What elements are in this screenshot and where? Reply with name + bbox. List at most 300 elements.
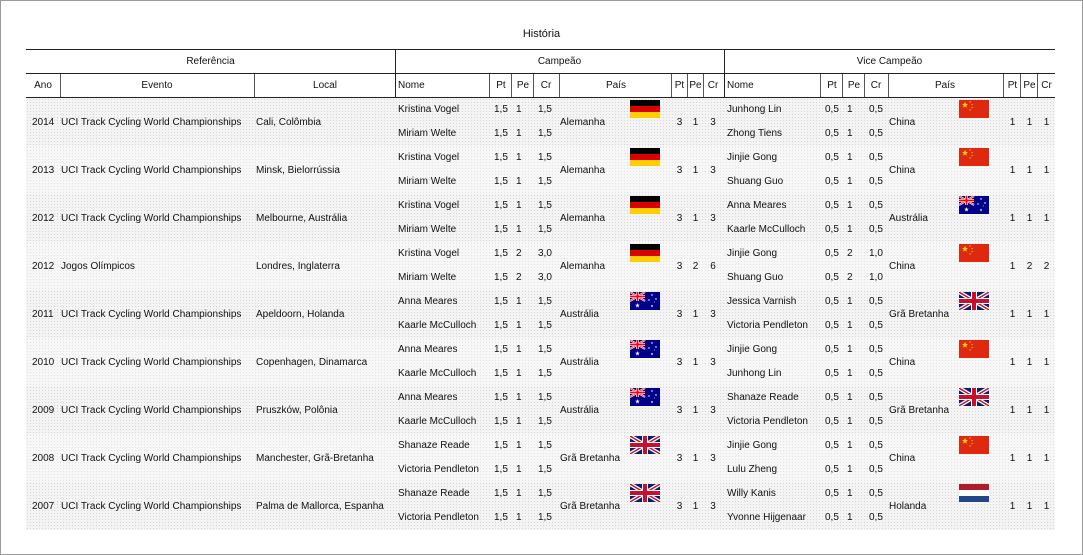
vice-rider-cr: 0,5 bbox=[869, 368, 883, 379]
champion-rider-pe: 1 bbox=[516, 344, 522, 355]
column-header-evento: Evento bbox=[141, 80, 173, 91]
vice-rider-pt: 0,5 bbox=[825, 512, 839, 523]
germany-flag-icon bbox=[630, 148, 660, 166]
vice-rider-name: Jessica Varnish bbox=[727, 296, 797, 307]
vice-total-cr: 1 bbox=[1043, 357, 1050, 368]
champion-rider-cr: 1,5 bbox=[538, 488, 552, 499]
champion-rider-cr: 1,5 bbox=[538, 176, 552, 187]
champion-rider-pe: 1 bbox=[516, 392, 522, 403]
champion-total-cr: 3 bbox=[710, 453, 716, 464]
champion-total-pe: 1 bbox=[692, 309, 699, 320]
header-column-separator bbox=[489, 74, 490, 97]
vice-rider-cr: 1,0 bbox=[869, 272, 883, 283]
vice-total-pt: 1 bbox=[1009, 117, 1016, 128]
cell-ano: 2012 bbox=[32, 213, 55, 224]
column-header-ano: Ano bbox=[34, 80, 52, 91]
uk-flag-icon bbox=[959, 292, 989, 310]
vice-rider-pe: 1 bbox=[847, 320, 853, 331]
champion-rider-cr: 1,5 bbox=[538, 104, 552, 115]
champion-country-name: Austrália bbox=[560, 405, 599, 416]
china-flag-icon bbox=[959, 100, 989, 118]
champion-rider-name: Victoria Pendleton bbox=[398, 464, 479, 475]
champion-rider-cr: 1,5 bbox=[538, 392, 552, 403]
vice-country-name: Austrália bbox=[889, 213, 928, 224]
vice-country-name: China bbox=[889, 453, 916, 464]
column-header-c-pais: País bbox=[605, 80, 626, 91]
column-header-v-tcr: Cr bbox=[1041, 80, 1052, 91]
cell-evento: UCI Track Cycling World Championships bbox=[61, 117, 242, 128]
vice-total-pe: 2 bbox=[1026, 261, 1033, 272]
champion-rider-cr: 1,5 bbox=[538, 416, 552, 427]
champion-rider-pe: 1 bbox=[516, 416, 522, 427]
champion-rider-cr: 1,5 bbox=[538, 152, 552, 163]
vice-total-pt: 1 bbox=[1009, 357, 1016, 368]
vice-rider-cr: 0,5 bbox=[869, 200, 883, 211]
champion-rider-pt: 1,5 bbox=[494, 512, 508, 523]
champion-rider-pe: 1 bbox=[516, 200, 522, 211]
vice-rider-name: Victoria Pendleton bbox=[727, 320, 808, 331]
australia-flag-icon bbox=[959, 196, 989, 214]
vice-rider-pe: 1 bbox=[847, 368, 853, 379]
column-header-local: Local bbox=[313, 80, 337, 91]
vice-rider-pt: 0,5 bbox=[825, 464, 839, 475]
vice-total-pt: 1 bbox=[1009, 261, 1016, 272]
vice-rider-pt: 0,5 bbox=[825, 416, 839, 427]
champion-rider-pe: 1 bbox=[516, 224, 522, 235]
vice-total-pt: 1 bbox=[1009, 453, 1016, 464]
column-header-v-pt: Pt bbox=[827, 80, 837, 91]
champion-rider-pt: 1,5 bbox=[494, 128, 508, 139]
champion-rider-name: Kristina Vogel bbox=[398, 248, 460, 259]
column-header-c-pe: Pe bbox=[516, 80, 530, 91]
cell-ano: 2012 bbox=[32, 261, 55, 272]
column-header-v-tpe: Pe bbox=[1023, 80, 1036, 91]
champion-rider-cr: 1,5 bbox=[538, 344, 552, 355]
vice-rider-cr: 0,5 bbox=[869, 464, 883, 475]
champion-rider-pt: 1,5 bbox=[494, 320, 508, 331]
champion-rider-pe: 1 bbox=[516, 128, 522, 139]
australia-flag-icon bbox=[630, 340, 660, 358]
champion-rider-name: Miriam Welte bbox=[398, 128, 457, 139]
vice-total-pt: 1 bbox=[1009, 309, 1016, 320]
germany-flag-icon bbox=[630, 196, 660, 214]
champion-total-pt: 3 bbox=[676, 357, 683, 368]
germany-flag-icon bbox=[630, 100, 660, 118]
china-flag-icon bbox=[959, 148, 989, 166]
cell-local: Apeldoorn, Holanda bbox=[256, 309, 345, 320]
vice-rider-name: Willy Kanis bbox=[727, 488, 776, 499]
vice-rider-name: Shuang Guo bbox=[727, 272, 784, 283]
champion-rider-pt: 1,5 bbox=[494, 344, 508, 355]
champion-rider-name: Kaarle McCulloch bbox=[398, 416, 477, 427]
cell-ano: 2007 bbox=[32, 501, 55, 512]
champion-rider-cr: 1,5 bbox=[538, 224, 552, 235]
column-header-v-pe: Pe bbox=[847, 80, 861, 91]
vice-rider-pe: 1 bbox=[847, 152, 853, 163]
vice-rider-cr: 0,5 bbox=[869, 416, 883, 427]
champion-rider-name: Anna Meares bbox=[398, 392, 458, 403]
vice-total-pt: 1 bbox=[1009, 213, 1016, 224]
champion-country-name: Austrália bbox=[560, 309, 599, 320]
vice-rider-pt: 0,5 bbox=[825, 488, 839, 499]
vice-rider-pt: 0,5 bbox=[825, 344, 839, 355]
vice-country-name: Grã Bretanha bbox=[889, 405, 950, 416]
vice-rider-pt: 0,5 bbox=[825, 272, 839, 283]
header-column-separator bbox=[1003, 74, 1004, 97]
champion-rider-pt: 1,5 bbox=[494, 368, 508, 379]
champion-total-pt: 3 bbox=[676, 213, 683, 224]
champion-country-name: Alemanha bbox=[560, 261, 606, 272]
vice-rider-name: Zhong Tiens bbox=[727, 128, 783, 139]
cell-evento: UCI Track Cycling World Championships bbox=[61, 165, 242, 176]
champion-rider-pt: 1,5 bbox=[494, 296, 508, 307]
cell-local: Melbourne, Austrália bbox=[256, 213, 348, 224]
vice-rider-pt: 0,5 bbox=[825, 440, 839, 451]
vice-rider-cr: 0,5 bbox=[869, 104, 883, 115]
vice-country-name: Grã Bretanha bbox=[889, 309, 950, 320]
vice-rider-name: Jinjie Gong bbox=[727, 344, 778, 355]
vice-rider-pt: 0,5 bbox=[825, 392, 839, 403]
champion-rider-name: Victoria Pendleton bbox=[398, 512, 479, 523]
header-column-separator bbox=[1037, 74, 1038, 97]
champion-rider-cr: 1,5 bbox=[538, 464, 552, 475]
group-header-vice: Vice Campeão bbox=[856, 56, 923, 67]
vice-rider-name: Jinjie Gong bbox=[727, 248, 778, 259]
champion-rider-name: Kaarle McCulloch bbox=[398, 320, 477, 331]
cell-local: Minsk, Bielorrússia bbox=[256, 165, 340, 176]
cell-local: Palma de Mallorca, Espanha bbox=[256, 501, 384, 512]
column-header-c-pt: Pt bbox=[496, 80, 506, 91]
vice-rider-pt: 0,5 bbox=[825, 368, 839, 379]
champion-rider-pe: 1 bbox=[516, 320, 522, 331]
cell-ano: 2013 bbox=[32, 165, 55, 176]
champion-rider-name: Kaarle McCulloch bbox=[398, 368, 477, 379]
vice-rider-name: Junhong Lin bbox=[727, 368, 782, 379]
vice-rider-pt: 0,5 bbox=[825, 296, 839, 307]
uk-flag-icon bbox=[630, 436, 660, 454]
champion-rider-pe: 1 bbox=[516, 296, 522, 307]
header-column-separator bbox=[888, 74, 889, 97]
vice-rider-cr: 0,5 bbox=[869, 320, 883, 331]
column-header-c-tpt: Pt bbox=[674, 80, 685, 91]
champion-rider-name: Miriam Welte bbox=[398, 272, 457, 283]
header-column-separator bbox=[559, 74, 560, 97]
australia-flag-icon bbox=[630, 292, 660, 310]
vice-rider-cr: 0,5 bbox=[869, 176, 883, 187]
champion-total-cr: 6 bbox=[710, 261, 716, 272]
vice-rider-name: Jinjie Gong bbox=[727, 152, 778, 163]
champion-rider-cr: 3,0 bbox=[538, 248, 552, 259]
champion-rider-pt: 1,5 bbox=[494, 392, 508, 403]
champion-rider-pt: 1,5 bbox=[494, 416, 508, 427]
vice-rider-pe: 1 bbox=[847, 512, 853, 523]
vice-rider-pe: 2 bbox=[847, 248, 853, 259]
champion-rider-name: Shanaze Reade bbox=[398, 440, 470, 451]
uk-flag-icon bbox=[630, 484, 660, 502]
header-column-separator bbox=[254, 74, 255, 97]
vice-rider-pe: 1 bbox=[847, 344, 853, 355]
champion-rider-cr: 1,5 bbox=[538, 368, 552, 379]
vice-rider-cr: 0,5 bbox=[869, 344, 883, 355]
cell-evento: Jogos Olímpicos bbox=[61, 261, 135, 272]
vice-rider-pe: 1 bbox=[847, 104, 853, 115]
champion-total-pt: 3 bbox=[676, 501, 683, 512]
vice-rider-name: Anna Meares bbox=[727, 200, 787, 211]
cell-ano: 2008 bbox=[32, 453, 55, 464]
champion-total-pe: 1 bbox=[692, 405, 699, 416]
vice-rider-pe: 1 bbox=[847, 416, 853, 427]
vice-rider-cr: 0,5 bbox=[869, 440, 883, 451]
champion-rider-pe: 1 bbox=[516, 176, 522, 187]
cell-ano: 2014 bbox=[32, 117, 55, 128]
champion-rider-cr: 1,5 bbox=[538, 440, 552, 451]
champion-rider-cr: 1,5 bbox=[538, 200, 552, 211]
vice-rider-pt: 0,5 bbox=[825, 128, 839, 139]
header-column-separator bbox=[533, 74, 534, 97]
cell-evento: UCI Track Cycling World Championships bbox=[61, 405, 242, 416]
champion-rider-pe: 1 bbox=[516, 368, 522, 379]
vice-rider-cr: 0,5 bbox=[869, 296, 883, 307]
vice-country-name: China bbox=[889, 357, 916, 368]
champion-rider-cr: 1,5 bbox=[538, 296, 552, 307]
header-column-separator bbox=[1020, 74, 1021, 97]
champion-rider-pt: 1,5 bbox=[494, 200, 508, 211]
vice-total-cr: 1 bbox=[1043, 117, 1050, 128]
vice-total-pe: 1 bbox=[1026, 405, 1033, 416]
champion-total-pt: 3 bbox=[676, 165, 683, 176]
vice-total-cr: 1 bbox=[1043, 453, 1050, 464]
champion-total-pe: 1 bbox=[692, 117, 699, 128]
vice-rider-cr: 0,5 bbox=[869, 392, 883, 403]
champion-rider-pt: 1,5 bbox=[494, 104, 508, 115]
vice-rider-pt: 0,5 bbox=[825, 320, 839, 331]
vice-total-pt: 1 bbox=[1009, 405, 1016, 416]
group-header-referencia: Referência bbox=[186, 56, 235, 67]
vice-country-name: China bbox=[889, 165, 916, 176]
champion-total-pt: 3 bbox=[676, 309, 683, 320]
cell-ano: 2009 bbox=[32, 405, 55, 416]
vice-total-cr: 1 bbox=[1043, 165, 1050, 176]
cell-local: Copenhagen, Dinamarca bbox=[256, 357, 368, 368]
champion-total-pt: 3 bbox=[676, 117, 683, 128]
champion-rider-cr: 1,5 bbox=[538, 128, 552, 139]
champion-rider-pt: 1,5 bbox=[494, 248, 508, 259]
group-header-campeao: Campeão bbox=[537, 56, 582, 67]
vice-rider-pt: 0,5 bbox=[825, 248, 839, 259]
champion-rider-pt: 1,5 bbox=[494, 176, 508, 187]
vice-rider-pe: 2 bbox=[847, 272, 853, 283]
champion-rider-name: Kristina Vogel bbox=[398, 200, 460, 211]
champion-total-cr: 3 bbox=[710, 213, 716, 224]
cell-evento: UCI Track Cycling World Championships bbox=[61, 501, 242, 512]
header-column-separator bbox=[511, 74, 512, 97]
header-column-separator bbox=[842, 74, 843, 97]
cell-ano: 2010 bbox=[32, 357, 55, 368]
champion-rider-pt: 1,5 bbox=[494, 272, 508, 283]
uk-flag-icon bbox=[959, 388, 989, 406]
header-column-separator bbox=[671, 74, 672, 97]
vice-total-pe: 1 bbox=[1026, 165, 1033, 176]
vice-rider-pt: 0,5 bbox=[825, 176, 839, 187]
cell-evento: UCI Track Cycling World Championships bbox=[61, 309, 242, 320]
champion-rider-pe: 1 bbox=[516, 440, 522, 451]
vice-total-cr: 1 bbox=[1043, 501, 1050, 512]
champion-rider-name: Kristina Vogel bbox=[398, 152, 460, 163]
champion-rider-name: Miriam Welte bbox=[398, 176, 457, 187]
vice-rider-pe: 1 bbox=[847, 392, 853, 403]
vice-total-cr: 1 bbox=[1043, 309, 1050, 320]
vice-rider-pe: 1 bbox=[847, 128, 853, 139]
header-column-separator bbox=[60, 74, 61, 97]
vice-rider-pe: 1 bbox=[847, 440, 853, 451]
vice-rider-cr: 0,5 bbox=[869, 152, 883, 163]
vice-total-pt: 1 bbox=[1009, 165, 1016, 176]
vice-rider-name: Shanaze Reade bbox=[727, 392, 799, 403]
champion-rider-pt: 1,5 bbox=[494, 440, 508, 451]
vice-total-pe: 1 bbox=[1026, 453, 1033, 464]
champion-country-name: Alemanha bbox=[560, 165, 606, 176]
champion-total-pe: 1 bbox=[692, 165, 699, 176]
column-header-c-tpe: Pe bbox=[689, 80, 702, 91]
china-flag-icon bbox=[959, 340, 989, 358]
vice-total-pe: 1 bbox=[1026, 213, 1033, 224]
cell-evento: UCI Track Cycling World Championships bbox=[61, 213, 242, 224]
vice-total-cr: 1 bbox=[1043, 213, 1050, 224]
champion-total-cr: 3 bbox=[710, 501, 716, 512]
champion-rider-pe: 1 bbox=[516, 104, 522, 115]
vice-rider-pe: 1 bbox=[847, 176, 853, 187]
vice-rider-pt: 0,5 bbox=[825, 224, 839, 235]
vice-total-pt: 1 bbox=[1009, 501, 1016, 512]
champion-rider-pe: 2 bbox=[516, 272, 522, 283]
vice-rider-name: Lulu Zheng bbox=[727, 464, 778, 475]
champion-rider-name: Kristina Vogel bbox=[398, 104, 460, 115]
vice-rider-pt: 0,5 bbox=[825, 200, 839, 211]
champion-total-cr: 3 bbox=[710, 405, 716, 416]
champion-rider-cr: 1,5 bbox=[538, 320, 552, 331]
column-header-c-cr: Cr bbox=[540, 80, 552, 91]
champion-rider-pt: 1,5 bbox=[494, 224, 508, 235]
vice-rider-pe: 1 bbox=[847, 488, 853, 499]
china-flag-icon bbox=[959, 436, 989, 454]
column-header-v-nome: Nome bbox=[727, 80, 754, 91]
netherlands-flag-icon bbox=[959, 484, 989, 502]
vice-country-name: China bbox=[889, 117, 916, 128]
champion-country-name: Alemanha bbox=[560, 117, 606, 128]
vice-rider-pe: 1 bbox=[847, 224, 853, 235]
champion-rider-cr: 1,5 bbox=[538, 512, 552, 523]
champion-total-pe: 2 bbox=[692, 261, 699, 272]
vice-total-pe: 1 bbox=[1026, 357, 1033, 368]
cell-local: Manchester, Grã-Bretanha bbox=[256, 453, 374, 464]
champion-rider-pe: 1 bbox=[516, 464, 522, 475]
column-header-c-tcr: Cr bbox=[707, 80, 719, 91]
cell-local: Pruszków, Polônia bbox=[256, 405, 338, 416]
column-header-v-pais: País bbox=[934, 80, 955, 91]
champion-total-pe: 1 bbox=[692, 453, 699, 464]
champion-rider-cr: 3,0 bbox=[538, 272, 552, 283]
header-column-separator bbox=[820, 74, 821, 97]
vice-country-name: China bbox=[889, 261, 916, 272]
champion-rider-pt: 1,5 bbox=[494, 152, 508, 163]
champion-total-cr: 3 bbox=[710, 357, 716, 368]
champion-total-pt: 3 bbox=[676, 405, 683, 416]
vice-total-pe: 1 bbox=[1026, 501, 1033, 512]
header-mid-rule bbox=[26, 73, 1055, 74]
champion-total-pt: 3 bbox=[676, 453, 683, 464]
champion-total-pe: 1 bbox=[692, 357, 699, 368]
germany-flag-icon bbox=[630, 244, 660, 262]
cell-evento: UCI Track Cycling World Championships bbox=[61, 357, 242, 368]
vice-rider-pe: 1 bbox=[847, 296, 853, 307]
vice-rider-name: Jinjie Gong bbox=[727, 440, 778, 451]
champion-rider-pe: 1 bbox=[516, 488, 522, 499]
champion-rider-name: Anna Meares bbox=[398, 296, 458, 307]
champion-total-pe: 1 bbox=[692, 213, 699, 224]
header-top-rule bbox=[26, 49, 1055, 50]
champion-total-cr: 3 bbox=[710, 165, 716, 176]
vice-rider-pt: 0,5 bbox=[825, 152, 839, 163]
header-column-separator bbox=[687, 74, 688, 97]
vice-total-pe: 1 bbox=[1026, 309, 1033, 320]
champion-rider-pt: 1,5 bbox=[494, 488, 508, 499]
champion-rider-pe: 1 bbox=[516, 512, 522, 523]
champion-country-name: Alemanha bbox=[560, 213, 606, 224]
champion-rider-pe: 1 bbox=[516, 152, 522, 163]
vice-rider-pe: 1 bbox=[847, 464, 853, 475]
vice-country-name: Holanda bbox=[889, 501, 927, 512]
header-column-separator bbox=[703, 74, 704, 97]
vice-rider-name: Yvonne Hijgenaar bbox=[727, 512, 806, 523]
vice-total-cr: 1 bbox=[1043, 405, 1050, 416]
champion-country-name: Austrália bbox=[560, 357, 599, 368]
vice-rider-name: Shuang Guo bbox=[727, 176, 784, 187]
vice-rider-cr: 1,0 bbox=[869, 248, 883, 259]
column-header-v-cr: Cr bbox=[870, 80, 882, 91]
vice-rider-cr: 0,5 bbox=[869, 128, 883, 139]
vice-rider-name: Junhong Lin bbox=[727, 104, 782, 115]
australia-flag-icon bbox=[630, 388, 660, 406]
champion-rider-pt: 1,5 bbox=[494, 464, 508, 475]
cell-local: Cali, Colômbia bbox=[256, 117, 322, 128]
vice-rider-cr: 0,5 bbox=[869, 224, 883, 235]
vice-rider-cr: 0,5 bbox=[869, 512, 883, 523]
vice-rider-name: Kaarle McCulloch bbox=[727, 224, 806, 235]
vice-rider-pe: 1 bbox=[847, 200, 853, 211]
column-header-v-tpt: Pt bbox=[1007, 80, 1018, 91]
cell-ano: 2011 bbox=[32, 309, 54, 320]
vice-rider-name: Victoria Pendleton bbox=[727, 416, 808, 427]
vice-total-pe: 1 bbox=[1026, 117, 1033, 128]
page-title: História bbox=[522, 28, 561, 40]
vice-rider-cr: 0,5 bbox=[869, 488, 883, 499]
champion-rider-name: Miriam Welte bbox=[398, 224, 457, 235]
champion-total-cr: 3 bbox=[710, 117, 716, 128]
vice-total-cr: 2 bbox=[1043, 261, 1050, 272]
champion-rider-pe: 2 bbox=[516, 248, 522, 259]
champion-total-pe: 1 bbox=[692, 501, 699, 512]
header-column-separator bbox=[864, 74, 865, 97]
champion-rider-name: Shanaze Reade bbox=[398, 488, 470, 499]
champion-total-pt: 3 bbox=[676, 261, 683, 272]
champion-country-name: Grã Bretanha bbox=[560, 501, 621, 512]
champion-rider-name: Anna Meares bbox=[398, 344, 458, 355]
column-header-c-nome: Nome bbox=[398, 80, 425, 91]
champion-country-name: Grã Bretanha bbox=[560, 453, 621, 464]
vice-rider-pt: 0,5 bbox=[825, 104, 839, 115]
china-flag-icon bbox=[959, 244, 989, 262]
cell-local: Londres, Inglaterra bbox=[256, 261, 340, 272]
